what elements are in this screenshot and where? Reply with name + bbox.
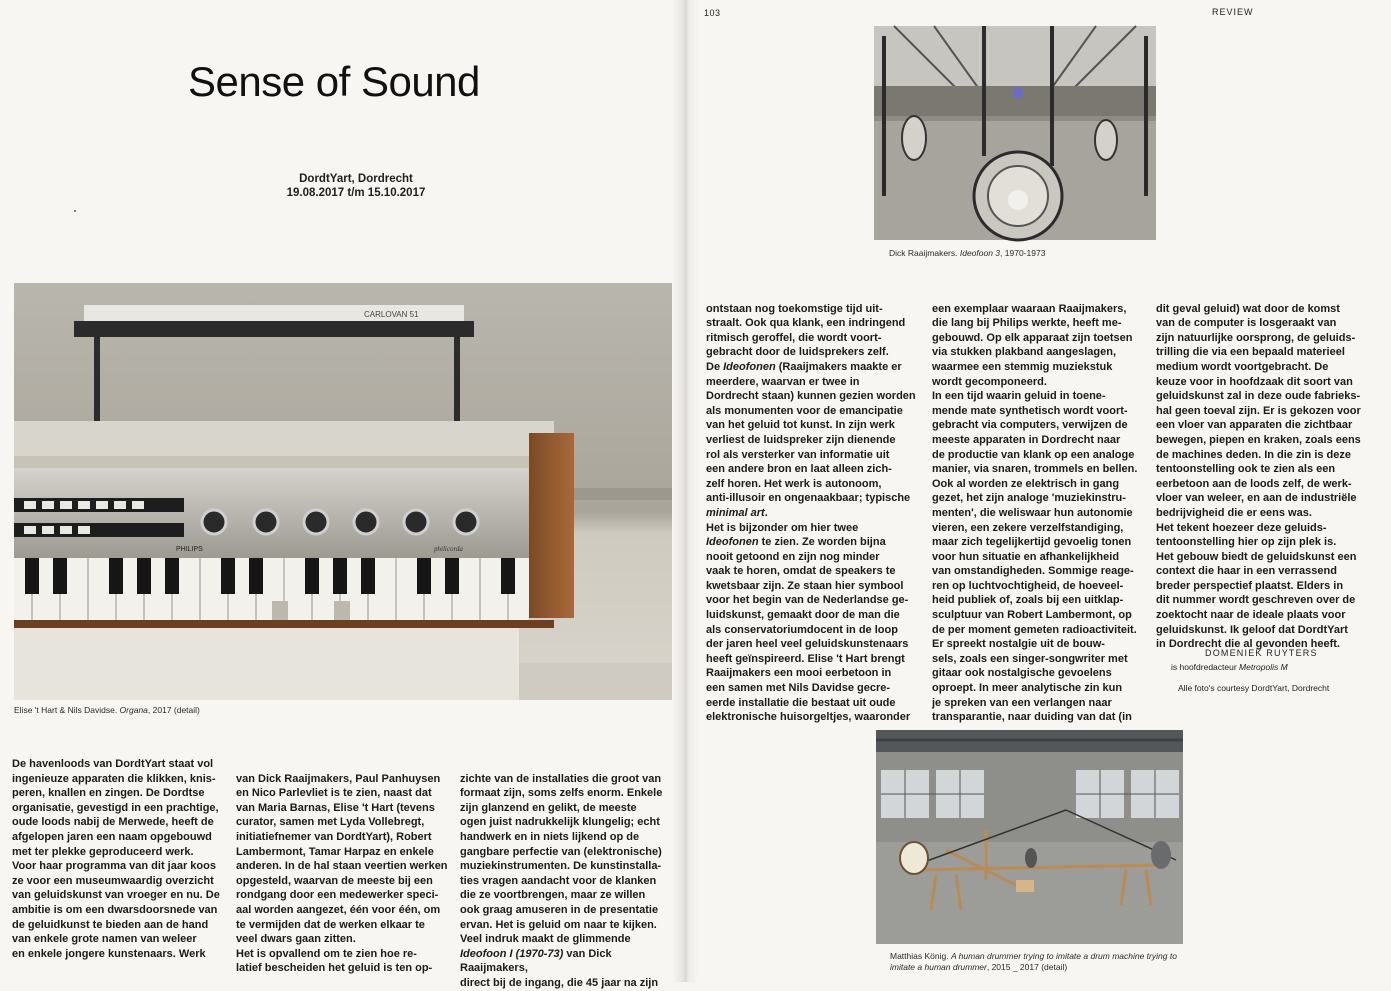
organa-photo <box>14 283 672 700</box>
body-column-5 <box>932 287 1150 725</box>
body-column-3-para-2-end: van Dick Raaijmakers, direct bij de ingang, die 45 jaar na zijn <box>460 947 659 989</box>
left-page <box>0 0 686 989</box>
section-label: REVIEW <box>1212 7 1254 17</box>
ideofonen-term: Ideofonen <box>723 360 776 373</box>
minimal-art-term: minimal art <box>706 506 765 519</box>
venue-block <box>250 172 462 200</box>
body-column-4-para-1: ontstaan nog toekomstige tijd uit- straalt. Ook qua klank, een indringend ritmisch geroffel, die wordt voort- gebracht door de luidsprekers zelf. <box>706 302 906 359</box>
body-column-4-para-3-body: te zien. Ze worden bijna nooit getoond en zijn nog minder vaak te horen, omdat de speakers te kwetsbaar zijn. Ze staan hier symbool voor het begin van de Nederlandse ge- luidskunst, gemaakt door de man die als conservatoriumdocent in de loop der jaren heel veel geluidskunstenaars heeft geïnspireerd. Elise 't Hart brengt Raaijmakers een mooi eerbetoon in een samen met Nils Davidse gecre- eerde installatie die bestaat uit oude elektronische huisorgeltjes, waaronder <box>706 536 911 724</box>
caption-year: , 1970-1973 <box>1000 248 1046 258</box>
body-column-4-para-2-start: De <box>706 360 724 373</box>
caption-artist: Matthias König. <box>890 951 951 961</box>
body-column-4-para-2-body: (Raaijmakers maakte er meerdere, waarvan er twee in Dordrecht staan) kunnen gezien worden als monumenten voor de emancipatie van het geluid tot kunst. In zijn werk verliest de luidspreker zijn dienende rol als versterker van informatie uit een andere bron en laat alleen zich- zelf horen. Het werk is autonoom, anti-illusoir en ongenaakbaar; typische <box>706 360 916 505</box>
venue-name: DordtYart, Dordrecht <box>299 173 413 185</box>
organ-model: philicorda <box>434 545 463 553</box>
article-title: Sense of Sound <box>188 58 480 105</box>
caption-work-title: Ideofoon 3 <box>959 248 1001 258</box>
caption-year: , 2017 (detail) <box>147 705 200 715</box>
photo-credit: Alle foto's courtesy DordtYart, Dordrecht <box>1178 683 1330 693</box>
body-column-3 <box>460 757 674 991</box>
author-role <box>1171 662 1288 672</box>
caption-year: , 2015 _ 2017 (detail) <box>986 962 1068 972</box>
body-column-5-para-2: In een tijd waarin geluid in toene- mende mate synthetisch wordt voort- gebracht via computers, verwijzen de meeste apparaten in Dordrecht naar de productie van klank op een analoge manier, via snaren, trommels en bellen. Ook al worden ze elektrisch in gang gezet, het zijn analoge 'muziekinstru- menten', die weliswaar hun autonomie vieren, een zekere verzelfstandiging, maar zich tegelijkertijd gevoelig tonen voor hun situatie en afhankelijkheid van omstandigheden. Sommige reage- ren op luchtvochtigheid, de hoeveel- heid publiek of, zoals bij een uitklap- sculptuur van Robert Lambermont, op de per moment gemeten radioactiviteit. <box>932 390 1138 636</box>
publication-name: Metropolis M <box>1239 662 1288 672</box>
body-column-2-para-1: van Dick Raaijmakers, Paul Panhuysen en Nico Parlevliet is te zien, naast dat van Maria Barnas, Elise 't Hart (tevens curator, samen met Lyda Vollebregt, initiatiefnemer van DordtYart), Robert Lambermont, Tamar Harpaz en enkele anderen. In de hal staan veertien werken opgesteld, waarvan de meeste bij een rondgang door een medewerker speci- aal worden aangezet, één voor één, om te vermijden dat de werken elkaar te veel dwars gaan zitten. <box>236 772 448 946</box>
body-column-2-para-2: Het is opvallend om te zien hoe re- latief bescheiden het geluid is ten op- <box>236 947 433 975</box>
body-column-6 <box>1156 287 1376 652</box>
body-column-3-para-1: zichte van de installaties die groot van formaat zijn, soms zelfs enorm. Enkele zijn glanzend en gelikt, de meeste ogen juist nadrukkelijk klungelig; echt handwerk en in niets lijkend op de gangbare perfectie van (elektronische) muziekinstrumenten. De kunstinstalla- ties vragen aandacht voor de klanken die ze voortbrengen, maar ze willen ook graag amuseren in de presentatie ervan. Het is geluid om naar te kijken. <box>460 772 663 931</box>
organ-brand: PHILIPS <box>176 546 203 553</box>
exhibition-dates: 19.08.2017 t/m 15.10.2017 <box>286 187 426 199</box>
ideofoon-caption <box>889 248 1045 259</box>
page-number: 103 <box>704 8 721 18</box>
body-column-6-para-1: dit geval geluid) wat door de komst van de computer is losgeraakt van zijn natuurlijke oorsprong, de geluids- trilling die via een bepaald materieel medium wordt voortgebracht. De keuze voor in hoofdzaak dit soort van geluidskunst zal in deze oude fabrieks- hal geen toeval zijn. Er is gekozen voor een vloer van apparaten die zichtbaar bewegen, piepen en kraken, zoals eens de machines deden. In die zin is deze tentoonstelling ook te zien als een eerbetoon aan de loods zelf, de werk- vloer van weleer, en aan de industriële bedrijvigheid die er eens was. <box>1156 302 1361 519</box>
caption-artist: Elise 't Hart & Nils Davidse. <box>14 705 120 715</box>
back-keyboard-label: CARLOVAN 51 <box>364 310 419 319</box>
body-column-6-para-2: Het tekent hoezeer deze geluids- tentoonstelling hier op zijn plek is. Het gebouw biedt de geluidskunst een context die haar in een verrassend breder perspectief plaatst. Elders in dit nummer wordt geschreven over de zoektocht naar de ideale plaats voor geluidskunst. Ik geloof dat DordtYart in Dordrecht die al gevonden heeft. <box>1156 521 1357 651</box>
author-name: DOMENIEK RUYTERS <box>1205 648 1318 658</box>
ideofonen-term-2: Ideofonen <box>706 536 759 549</box>
body-column-2 <box>236 757 448 976</box>
body-column-4: ontstaan nog toekomstige tijd uit- straalt. Ook qua klank, een indringend ritmisch geroffel, die wordt voort- gebracht door de luidsprekers zelf. De Ideofonen (Raaijmakers maakte er meerdere, waarvan er twee in Dordrecht staan) kunnen gezien worden als monumenten voor de emancipatie van het geluid tot kunst. In zijn werk verliest de luidspreker zijn dienende rol als versterker van informatie uit een andere bron en laat alleen zich- zelf horen. Het werk is autonoom, anti-illusoir en ongenaakbaar; typische minimal art. Het is bijzonder om hier twee Ideofonen te zien. Ze worden bijna nooit getoond en zijn nog minder vaak te horen, omdat de speakers te kwetsbaar zijn. Ze staan hier symbool voor het begin van de Nederlandse ge- luidskunst, gemaakt door de man die als conservatoriumdocent in de loop der jaren heel veel geluidskunstenaars heeft geïnspireerd. Elise 't Hart brengt Raaijmakers een mooi eerbetoon in een samen met Nils Davidse gecre- eerde installatie die bestaat uit oude elektronische huisorgeltjes, waaronder <box>706 302 916 724</box>
ideofoon-photo <box>874 26 1156 240</box>
body-column-3-para-2-start: Veel indruk maakt de glimmende <box>460 933 631 946</box>
body-column-5-para-3: Er spreekt nostalgie uit de bouw- sels, zoals een singer-songwriter met gitaar ook nostalgische gevoelens oproept. In meer analytische zin kun je spreken van een verlangen naar transparantie, naar duiding van dat (in <box>932 638 1132 724</box>
drummer-photo <box>876 730 1183 944</box>
body-column-1: De havenloods van DordtYart staat vol ingenieuze apparaten die klikken, knis- peren, knallen en zingen. De Dordtse organisatie, gevestigd in een prachtige, oude loods nabij de Merwede, heeft de afgelopen jaren een naam opgebouwd met ter plekke geproduceerd werk. Voor haar programma van dit jaar koos ze voor een museumwaardig overzicht van geluidskunst van vroeger en nu. De ambitie is om een dwarsdoorsnede van de geluidkunst te bieden aan de hand van enkele grote namen van weleer en enkele jongere kunstenaars. Werk <box>12 758 220 960</box>
caption-work-title: Organa <box>119 705 148 715</box>
caption-work-title: A human drummer trying to imitate a drum machine trying to imitate a human drummer <box>890 951 1177 972</box>
body-column-5-para-1: een exemplaar waaraan Raaijmakers, die lang bij Philips werkte, heeft me- gebouwd. Op elk apparaat zijn toetsen via stukken plakband aangeslagen, waarmee een stemmig muziekstuk wordt gecomponeerd. <box>932 302 1133 388</box>
spine-gutter <box>672 0 698 982</box>
drummer-caption <box>890 951 1180 973</box>
body-column-4-para-3-start: Het is bijzonder om hier twee <box>706 521 859 534</box>
caption-artist: Dick Raaijmakers. <box>889 248 960 258</box>
right-page <box>686 0 1391 982</box>
ideofoon-title: Ideofoon I (1970-73) <box>460 947 564 960</box>
page-speck <box>74 210 76 212</box>
author-role-text: is hoofdredacteur <box>1171 662 1240 672</box>
organa-caption <box>14 705 200 716</box>
